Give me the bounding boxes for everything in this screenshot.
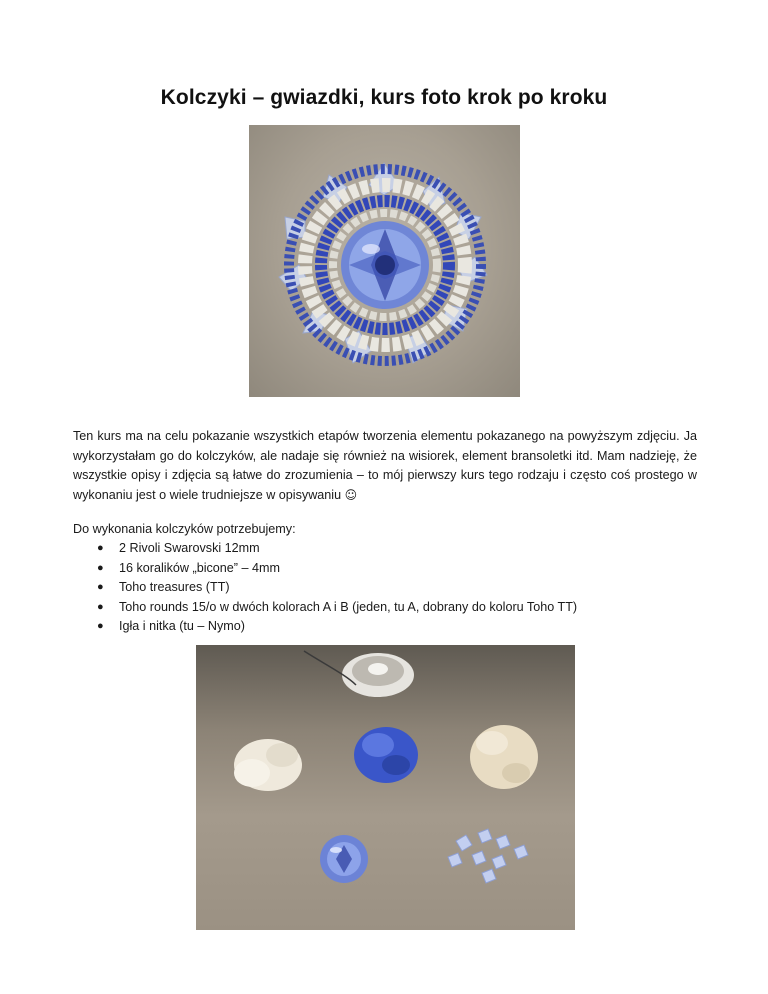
intro-text: Ten kurs ma na celu pokazanie wszystkich etapów tworzenia elementu pokazanego na powyższym zdjęciu. Ja wykorzystałam go do kolczyków, ale nadaje się również na wisiorek, element bransoletki itd. Mam nadzieję, że wszystkie opisy i zdjęcia są łatwe do zrozumienia – to mój pierwszy kurs tego rodzaju i często coś prostego w wykonaniu jest o wiele trudniejsze w opisywaniu	[73, 429, 697, 502]
list-item-text: Toho rounds 15/o w dwóch kolorach A i B (jeden, tu A, dobrany do koloru Toho TT)	[119, 599, 578, 614]
list-item	[97, 559, 577, 579]
bullet-icon: ●	[97, 581, 104, 593]
intro-paragraph	[73, 427, 697, 505]
list-item	[97, 539, 577, 559]
list-item	[97, 617, 577, 637]
smiley-icon: ☺	[344, 487, 358, 502]
materials-photo	[196, 645, 575, 930]
list-item-text: 16 koralików „bicone” – 4mm	[119, 560, 280, 575]
requirements-heading: Do wykonania kolczyków potrzebujemy:	[73, 522, 296, 536]
list-item	[97, 598, 577, 618]
bullet-icon: ●	[97, 542, 104, 554]
requirements-list	[97, 539, 577, 637]
finished-earring-photo	[249, 125, 520, 397]
list-item-text: 2 Rivoli Swarovski 12mm	[119, 541, 260, 555]
page-title: Kolczyki – gwiazdki, kurs foto krok po kroku	[160, 86, 608, 109]
bullet-icon: ●	[97, 600, 104, 613]
thread-spool-image	[304, 651, 414, 697]
bullet-icon: ●	[97, 561, 104, 574]
list-item-text: Toho treasures (TT)	[119, 580, 230, 594]
bullet-icon: ●	[97, 620, 104, 632]
list-item	[97, 578, 577, 598]
list-item-text: Igła i nitka (tu – Nymo)	[119, 619, 245, 633]
